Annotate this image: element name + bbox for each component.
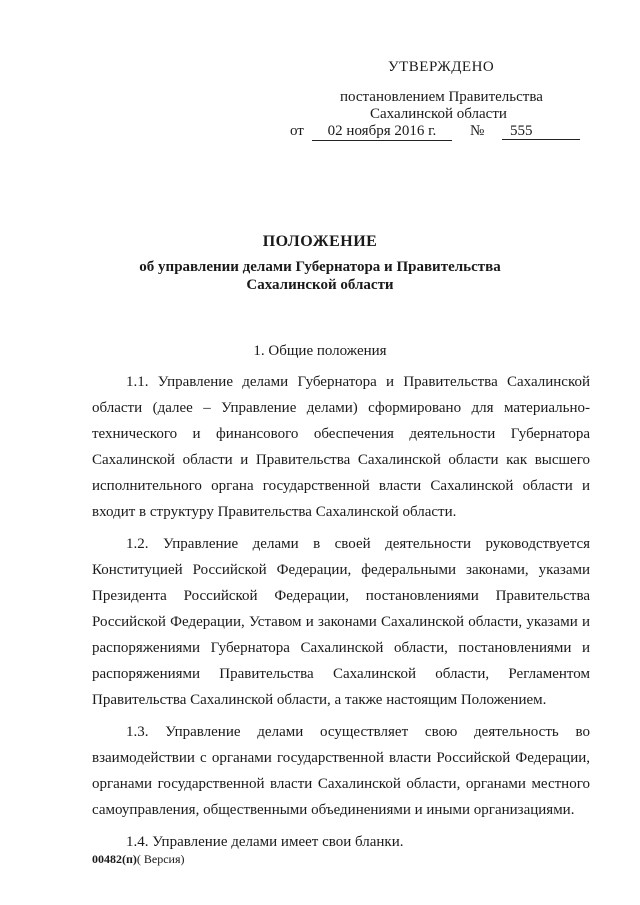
approval-line-1: постановлением Правительства <box>340 89 543 105</box>
approval-date: 02 ноября 2016 г. <box>312 122 452 141</box>
paragraph-1-2: 1.2. Управление делами в своей деятельности руководствуется Конституцией Российской Федерации, федеральными законами, указами Президента Российской Федерации, постановлениями Правительства Российской Федерации, Уставом и законами Сахалинской области, указами и распоряжениями Губернатора Сахалинской области, постановлениями и распоряжениями Правительства Сахалинской области, Регламентом Правительства Сахалинской области, а также настоящим Положением. <box>92 536 590 708</box>
approval-line-2: Сахалинской области <box>370 106 507 122</box>
document-code: 00482(п) <box>92 852 137 866</box>
document-subtitle-line-2: Сахалинской области <box>246 277 394 293</box>
paragraph-1-3: 1.3. Управление делами осуществляет свою деятельность во взаимодействии с органами государственной власти Российской Федерации, органами государственной власти Сахалинской области, органами местного самоуправления, общественными объединениями и иными организациями. <box>92 724 590 818</box>
paragraph-1-4: 1.4. Управление делами имеет свои бланки. <box>126 834 404 850</box>
paragraph-1-1: 1.1. Управление делами Губернатора и Правительства Сахалинской области (далее – Управление делами) сформировано для материально-технического и финансового обеспечения деятельности Губернатора Сахалинской области и Правительства Сахалинской области как высшего исполнительного органа государственной власти Сахалинской области и входит в структуру Правительства Сахалинской области. <box>92 374 590 520</box>
document-version: ( Версия) <box>136 852 185 866</box>
section-heading: 1. Общие положения <box>253 343 387 359</box>
document-body <box>92 369 590 861</box>
approval-date-row <box>290 122 590 142</box>
from-label: от <box>290 123 304 139</box>
number-label: № <box>470 123 485 139</box>
approval-title: УТВЕРЖДЕНО <box>388 59 495 75</box>
document-footer <box>92 852 185 867</box>
document-title: ПОЛОЖЕНИЕ <box>262 233 378 250</box>
approval-number: 555 <box>502 122 580 140</box>
document-subtitle-line-1: об управлении делами Губернатора и Правительства <box>139 259 501 275</box>
